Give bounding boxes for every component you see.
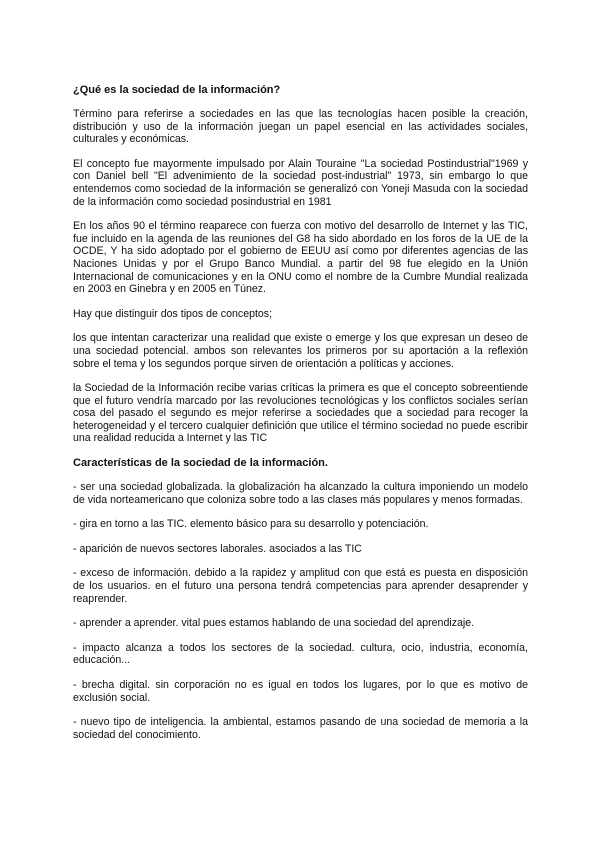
list-item: - exceso de información. debido a la rapidez y amplitud con que está es puesta en disposición de los usuarios. en el futuro una persona tendrá competencias para aprender desaprender y reaprender.: [73, 567, 528, 605]
list-item: - ser una sociedad globalizada. la globalización ha alcanzado la cultura imponiendo un modelo de vida norteamericano que coloniza sobre todo a las clases más populares y menos formadas.: [73, 481, 528, 506]
paragraph-definition: Término para referirse a sociedades en las que las tecnologías hacen posible la creación, distribución y uso de la información juegan un papel esencial en las actividades sociales, culturales y económicas.: [73, 108, 528, 146]
characteristics-list: [73, 481, 528, 741]
paragraph-criticisms: la Sociedad de la Información recibe varias críticas la primera es que el concepto sobreentiende que el futuro vendría marcado por las revoluciones tecnológicas y los conflictos sociales serían cosa del pasado el segundo es mejor referirse a sociedades que a sociedad para recoger la heterogeneidad y el tercero cualquier definición que utilice el término sociedad no puede escribir una realidad reducida a Internet y las TIC: [73, 382, 528, 445]
paragraph-nineties: En los años 90 el término reaparece con fuerza con motivo del desarrollo de Internet y las TIC, fue incluido en la agenda de las reuniones del G8 ha sido abordado en los foros de la UE de la OCDE, Y ha sido adoptado por el gobierno de EEUU así como por diferentes agencias de las Naciones Unidas y por el Grupo Banco Mundial. a partir del 98 fue elegido en la Unión Internacional de comunicaciones y en la ONU como el nombre de la Cumbre Mundial realizada en 2003 en Ginebra y en 2005 en Túnez.: [73, 220, 528, 296]
list-item: - aparición de nuevos sectores laborales. asociados a las TIC: [73, 542, 362, 555]
page-title: ¿Qué es la sociedad de la información?: [73, 84, 281, 96]
list-item: - nuevo tipo de inteligencia. la ambiental, estamos pasando de una sociedad de memoria a la sociedad del conocimiento.: [73, 716, 528, 741]
paragraph-origin: El concepto fue mayormente impulsado por Alain Touraine "La sociedad Postindustrial"1969 y con Daniel bell "El advenimiento de la sociedad post-industrial" 1973, sin embargo lo que entendemos como sociedad de la información se generalizó con Yoneji Masuda con la sociedad de la información como sociedad posindustrial en 1981: [73, 157, 528, 208]
list-item: - gira en torno a las TIC. elemento básico para su desarrollo y potenciación.: [73, 518, 429, 531]
paragraph-concepts-intro: Hay que distinguir dos tipos de conceptos;: [73, 307, 273, 320]
list-item: - aprender a aprender. vital pues estamos hablando de una sociedad del aprendizaje.: [73, 617, 475, 630]
paragraph-concept-types: los que intentan caracterizar una realidad que existe o emerge y los que expresan un deseo de una sociedad potencial. ambos son relevantes los primeros por su aportación a la reflexión sobre el tema y los segundos porque sirven de orientación a políticas y acciones.: [73, 332, 528, 370]
section-title: Características de la sociedad de la información.: [73, 457, 328, 470]
list-item: - impacto alcanza a todos los sectores de la sociedad. cultura, ocio, industria, economía, educación...: [73, 641, 528, 667]
list-item: - brecha digital. sin corporación no es igual en todos los lugares, por lo que es motivo de exclusión social.: [73, 679, 528, 704]
